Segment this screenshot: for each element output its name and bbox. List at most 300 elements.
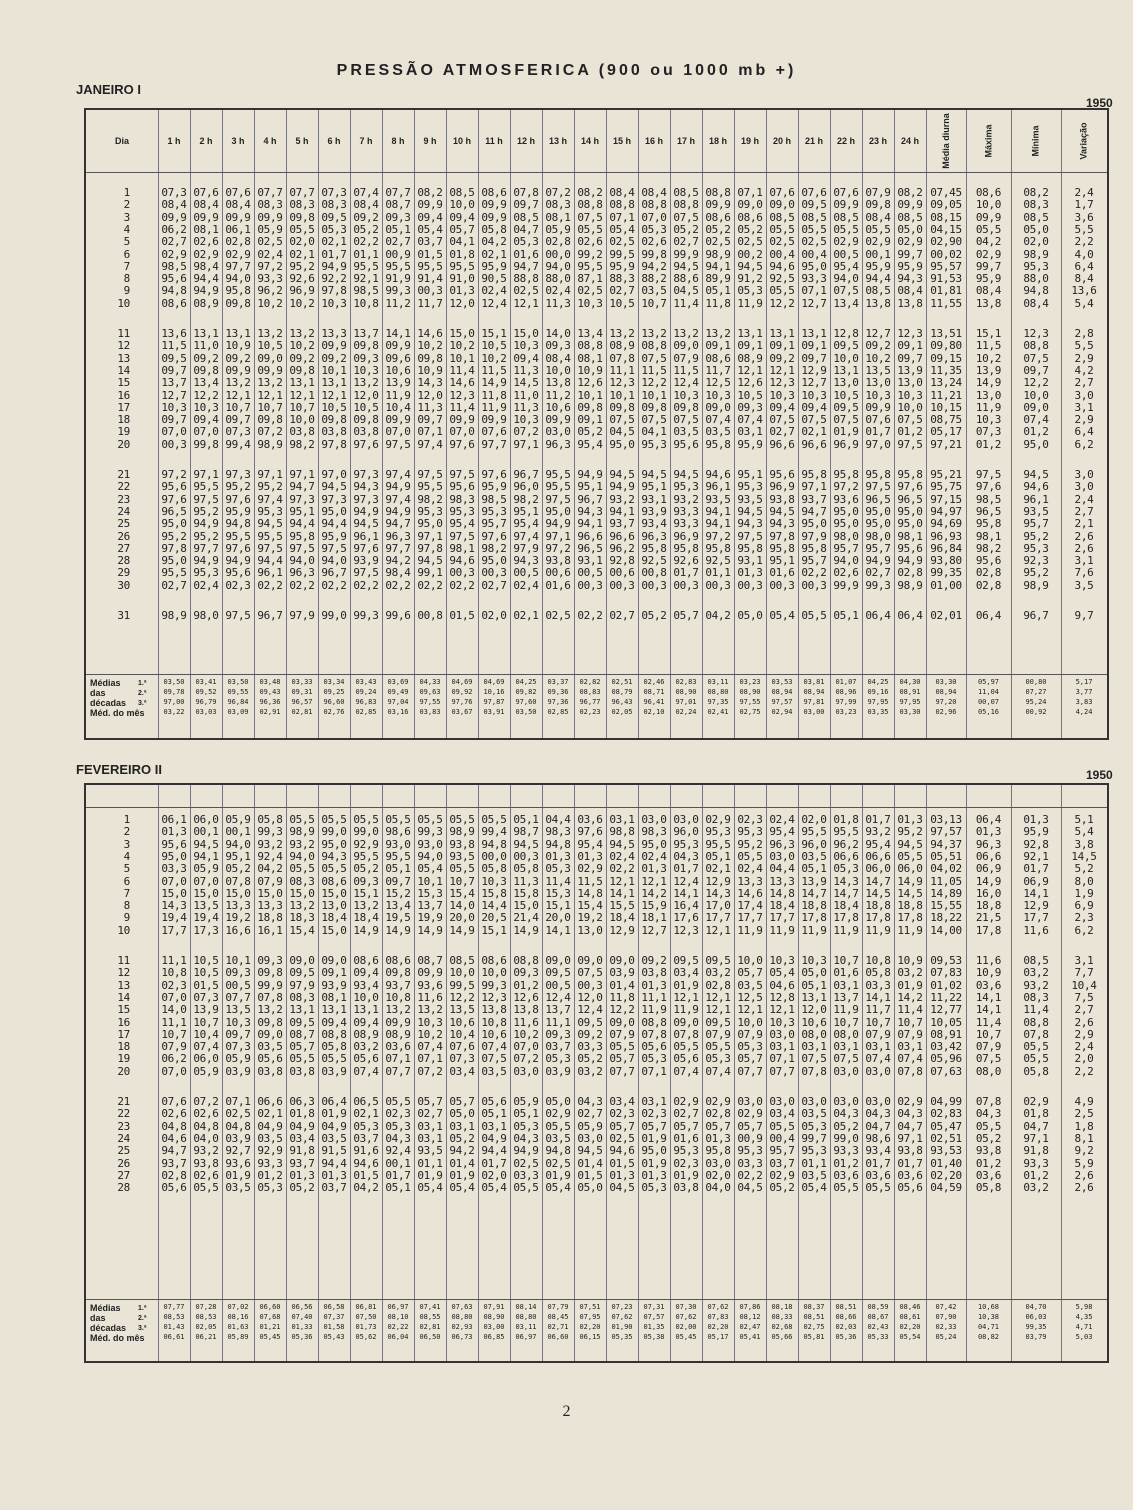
- column-header-label: 23 h: [868, 136, 887, 146]
- table-cell: 07,6: [801, 186, 827, 199]
- table-cell: 12,0: [801, 1003, 827, 1017]
- table-cell: 03,2: [705, 966, 731, 980]
- medias-cell: 02,91: [259, 708, 281, 716]
- table-cell: 06,1: [161, 813, 187, 826]
- table-cell: 11,0: [513, 388, 539, 402]
- table-cell: 95,4: [449, 517, 475, 531]
- table-cell: 97,7: [385, 541, 411, 555]
- medias-cell: 08,51: [803, 1313, 825, 1321]
- table-cell: 88,8: [513, 272, 539, 286]
- table-cell: 02,3: [737, 813, 763, 826]
- table-cell: 13,2: [289, 327, 315, 340]
- table-cell: 15,0: [225, 886, 251, 900]
- table-cell: 05,4: [609, 222, 635, 236]
- medias-cell: 97,87: [483, 698, 505, 706]
- table-cell: 94,1: [609, 504, 635, 518]
- medias-cell: 97,95: [899, 698, 921, 706]
- table-cell: 20,0: [449, 911, 475, 925]
- table-cell: 99,4: [225, 437, 251, 451]
- table-cell: 94,5: [577, 1144, 603, 1158]
- medias-cell: 08,14: [515, 1303, 537, 1311]
- table-cell: 08,5: [449, 954, 475, 967]
- table-cell: 17,8: [897, 911, 923, 925]
- table-cell: 09,8: [225, 296, 251, 310]
- table-cell: 00,0: [545, 247, 571, 261]
- table-cell: 09,5: [289, 1015, 315, 1029]
- table-cell: 13,6: [161, 327, 187, 340]
- table-cell: 08,4: [609, 186, 635, 199]
- table-cell: 10,3: [801, 388, 827, 402]
- table-cell: 96,7: [1023, 609, 1049, 622]
- medias-label: décadas: [90, 698, 127, 708]
- table-cell: 97,8: [321, 437, 347, 451]
- table-cell: 97,6: [225, 492, 251, 506]
- table-cell: 07,1: [417, 425, 443, 439]
- table-cell: 95,8: [225, 284, 251, 298]
- table-cell: 18,22: [930, 911, 962, 925]
- table-cell: 03,5: [545, 1131, 571, 1145]
- table-cell: 09,4: [769, 400, 795, 414]
- table-cell: 05,4: [769, 966, 795, 980]
- table-cell: 11,55: [930, 296, 962, 310]
- table-cell: 11,9: [641, 1003, 667, 1017]
- table-cell: 94,9: [513, 1144, 539, 1158]
- table-cell: 17,8: [833, 911, 859, 925]
- table-cell: 14,89: [930, 886, 962, 900]
- table-cell: 01,8: [1023, 1107, 1049, 1121]
- day-number: 22: [117, 480, 130, 494]
- table-cell: 93,8: [975, 1144, 1002, 1158]
- table-cell: 09,9: [257, 363, 283, 377]
- table-cell: 02,7: [673, 1107, 699, 1121]
- table-cell: 09,0: [609, 954, 635, 967]
- table-cell: 15,4: [449, 886, 475, 900]
- table-cell: 05,47: [930, 1119, 962, 1133]
- table-cell: 02,4: [257, 247, 283, 261]
- column-header-label: 14 h: [580, 136, 599, 146]
- medias-cell: 04,69: [483, 678, 505, 686]
- medias-cell: 08,82: [977, 1333, 1000, 1341]
- table-cell: 08,3: [289, 198, 315, 212]
- column-header: [254, 110, 286, 172]
- column-header-label: Máxima: [983, 124, 994, 158]
- column-header-label: 17 h: [676, 136, 695, 146]
- table-cell: 3,1: [1074, 954, 1094, 967]
- table-cell: 09,7: [417, 413, 443, 427]
- table-cell: 10,8: [161, 966, 187, 980]
- table-cell: 10,2: [417, 1027, 443, 1041]
- table-cell: 01,7: [321, 247, 347, 261]
- table-cell: 02,1: [289, 247, 315, 261]
- medias-cell: 05,43: [323, 1333, 345, 1341]
- column-header-label: Média diurna: [941, 113, 952, 169]
- table-cell: 11,7: [865, 1003, 891, 1017]
- table-cell: 13,8: [975, 296, 1002, 310]
- medias-cell: 03,69: [387, 678, 409, 686]
- table-cell: 02,8: [161, 1168, 187, 1182]
- table-cell: 94,8: [161, 284, 187, 298]
- day-number: 23: [117, 1119, 130, 1133]
- table-cell: 14,9: [513, 923, 539, 937]
- table-cell: 03,7: [353, 1131, 379, 1145]
- table-cell: 94,9: [193, 284, 219, 298]
- table-cell: 10,2: [257, 296, 283, 310]
- table-cell: 04,9: [481, 1131, 507, 1145]
- table-cell: 06,9: [1023, 874, 1049, 888]
- table-cell: 94,7: [289, 480, 315, 494]
- medias-cell: 05,62: [355, 1333, 377, 1341]
- table-cell: 98,4: [193, 259, 219, 273]
- table-cell: 01,7: [865, 425, 891, 439]
- table-cell: 01,3: [641, 1168, 667, 1182]
- table-cell: 10,3: [769, 1015, 795, 1029]
- table-cell: 01,2: [897, 425, 923, 439]
- table-cell: 09,9: [385, 339, 411, 353]
- table-cell: 04,8: [193, 1119, 219, 1133]
- table-cell: 04,15: [930, 222, 962, 236]
- table-cell: 92,5: [641, 554, 667, 568]
- medias-cell: 02,75: [803, 1323, 825, 1331]
- table-cell: 07,4: [897, 1052, 923, 1066]
- day-number: 18: [117, 1040, 130, 1054]
- table-cell: 98,2: [481, 541, 507, 555]
- table-cell: 08,0: [975, 1064, 1002, 1078]
- table-cell: 00,5: [225, 978, 251, 992]
- table-cell: 08,3: [289, 990, 315, 1004]
- table-cell: 01,9: [417, 1168, 443, 1182]
- table-cell: 09,9: [225, 363, 251, 377]
- table-cell: 94,5: [737, 504, 763, 518]
- table-cell: 93,2: [673, 492, 699, 506]
- medias-cell: 97,60: [515, 698, 537, 706]
- table-cell: 07,0: [161, 990, 187, 1004]
- medias-cell: 03,23: [835, 708, 857, 716]
- table-cell: 92,2: [321, 272, 347, 286]
- table-cell: 10,1: [641, 388, 667, 402]
- table-cell: 3,6: [1074, 210, 1094, 224]
- table-cell: 05,2: [641, 609, 667, 622]
- table-cell: 00,1: [385, 1156, 411, 1170]
- table-cell: 08,91: [930, 1027, 962, 1041]
- table-cell: 15,1: [975, 327, 1002, 340]
- table-cell: 14,1: [865, 990, 891, 1004]
- table-cell: 91,8: [1023, 1144, 1049, 1158]
- table-cell: 08,8: [705, 186, 731, 199]
- table-cell: 00,3: [481, 566, 507, 580]
- table-cell: 14,9: [897, 874, 923, 888]
- table-cell: 94,8: [545, 1144, 571, 1158]
- table-cell: 00,1: [865, 247, 891, 261]
- column-header: [1011, 110, 1061, 172]
- table-cell: 17,7: [737, 911, 763, 925]
- table-cell: 09,8: [321, 413, 347, 427]
- table-cell: 10,5: [481, 339, 507, 353]
- table-cell: 14,4: [481, 899, 507, 913]
- table-cell: 01,9: [321, 1107, 347, 1121]
- table-cell: 13,7: [353, 327, 379, 340]
- table-cell: 09,5: [321, 210, 347, 224]
- table-cell: 95,4: [769, 825, 795, 839]
- table-cell: 95,3: [193, 566, 219, 580]
- table-cell: 10,15: [930, 400, 962, 414]
- table-cell: 01,5: [417, 247, 443, 261]
- table-cell: 94,5: [673, 259, 699, 273]
- day-number: 22: [117, 1107, 130, 1121]
- table-cell: 92,1: [1023, 849, 1049, 863]
- table-cell: 05,5: [801, 222, 827, 236]
- medias-cell: 97,57: [771, 698, 793, 706]
- table-cell: 21,5: [975, 911, 1002, 925]
- table-cell: 08,7: [417, 954, 443, 967]
- table-cell: 03,6: [577, 813, 603, 826]
- table-cell: 01,9: [225, 1168, 251, 1182]
- table-cell: 10,3: [975, 413, 1002, 427]
- table-cell: 05,5: [833, 222, 859, 236]
- table-cell: 93,7: [161, 1156, 187, 1170]
- table-cell: 94,0: [225, 837, 251, 851]
- table-cell: 99,9: [257, 978, 283, 992]
- table-cell: 13,2: [641, 327, 667, 340]
- table-cell: 95,6: [449, 480, 475, 494]
- medias-cell: 07,31: [643, 1303, 665, 1311]
- table-cell: 95,8: [705, 437, 731, 451]
- table-cell: 01,4: [449, 1156, 475, 1170]
- table-cell: 00,3: [449, 566, 475, 580]
- table-cell: 99,0: [833, 1131, 859, 1145]
- table-cell: 09,3: [385, 210, 411, 224]
- table-cell: 10,5: [353, 400, 379, 414]
- table-cell: 11,6: [975, 954, 1002, 967]
- day-number: 25: [117, 517, 130, 531]
- table-cell: 15,3: [545, 886, 571, 900]
- table-cell: 01,2: [257, 1168, 283, 1182]
- decade-mark: 2.ª: [138, 690, 147, 697]
- medias-cell: 08,94: [803, 688, 825, 696]
- medias-cell: 05,17: [707, 1333, 729, 1341]
- table-cell: 02,1: [705, 862, 731, 876]
- table-cell: 01,9: [545, 1168, 571, 1182]
- table-cell: 12,4: [577, 1003, 603, 1017]
- table-cell: 92,7: [225, 1144, 251, 1158]
- table-cell: 10,8: [385, 990, 411, 1004]
- table-cell: 11,1: [161, 1015, 187, 1029]
- table-cell: 10,3: [193, 400, 219, 414]
- table-cell: 05,7: [449, 1095, 475, 1108]
- table-cell: 98,9: [1023, 578, 1049, 592]
- medias-cell: 02,47: [739, 1323, 761, 1331]
- table-cell: 14,8: [577, 886, 603, 900]
- table-cell: 02,51: [930, 1131, 962, 1145]
- table-cell: 95,0: [1023, 437, 1049, 451]
- table-cell: 10,2: [865, 351, 891, 365]
- table-cell: 97,0: [865, 437, 891, 451]
- table-cell: 01,7: [897, 1156, 923, 1170]
- table-cell: 08,8: [321, 1027, 347, 1041]
- table-cell: 12,1: [705, 990, 731, 1004]
- table-cell: 14,7: [801, 886, 827, 900]
- medias-label: Méd. do mês: [90, 1333, 145, 1343]
- table-cell: 95,7: [1023, 517, 1049, 531]
- table-cell: 04,2: [705, 609, 731, 622]
- table-cell: 07,0: [513, 1040, 539, 1054]
- table-cell: 91,5: [321, 1144, 347, 1158]
- table-cell: 05,4: [481, 1181, 507, 1195]
- table-cell: 18,4: [321, 911, 347, 925]
- table-cell: 04,3: [385, 1131, 411, 1145]
- table-cell: 03,7: [545, 1040, 571, 1054]
- table-cell: 20,5: [481, 911, 507, 925]
- table-cell: 05,2: [705, 222, 731, 236]
- table-cell: 9,2: [1074, 1144, 1094, 1158]
- table-cell: 99,8: [641, 247, 667, 261]
- table-cell: 94,97: [930, 504, 962, 518]
- column-header: [222, 110, 254, 172]
- table-cell: 09,0: [577, 954, 603, 967]
- table-cell: 15,55: [930, 899, 962, 913]
- table-cell: 15,0: [449, 327, 475, 340]
- table-cell: 95,6: [673, 437, 699, 451]
- table-cell: 13,5: [865, 363, 891, 377]
- table-cell: 07,4: [353, 1064, 379, 1078]
- table-cell: 94,69: [930, 517, 962, 531]
- table-cell: 93,3: [801, 272, 827, 286]
- table-cell: 10,7: [641, 296, 667, 310]
- table-cell: 95,2: [161, 529, 187, 543]
- table-cell: 10,3: [225, 1015, 251, 1029]
- table-cell: 94,8: [225, 517, 251, 531]
- table-cell: 08,6: [737, 210, 763, 224]
- table-cell: 07,6: [865, 413, 891, 427]
- medias-cell: 96,79: [195, 698, 217, 706]
- table-cell: 15,5: [609, 899, 635, 913]
- table-cell: 08,7: [289, 1027, 315, 1041]
- table-cell: 13,2: [417, 1003, 443, 1017]
- table-cell: 08,3: [545, 198, 571, 212]
- medias-cell: 02,05: [195, 1323, 217, 1331]
- table-cell: 10,2: [449, 339, 475, 353]
- table-cell: 09,4: [353, 1015, 379, 1029]
- decade-mark: 2.ª: [138, 1315, 147, 1322]
- table-cell: 08,8: [641, 339, 667, 353]
- table-cell: 18,8: [975, 899, 1002, 913]
- day-number: 16: [117, 388, 130, 402]
- table-cell: 00,02: [930, 247, 962, 261]
- table-cell: 91,8: [289, 1144, 315, 1158]
- day-number: 5: [123, 862, 130, 876]
- table-cell: 97,4: [417, 437, 443, 451]
- medias-label: décadas: [90, 1323, 127, 1333]
- table-cell: 02,5: [737, 235, 763, 249]
- table-cell: 94,9: [193, 554, 219, 568]
- table-cell: 03,2: [1023, 966, 1049, 980]
- table-cell: 92,1: [353, 272, 379, 286]
- table-cell: 13,4: [385, 899, 411, 913]
- table-cell: 03,8: [321, 425, 347, 439]
- table-cell: 2,4: [1074, 1040, 1094, 1054]
- day-number: 1: [123, 813, 130, 826]
- table-cell: 95,7: [769, 1144, 795, 1158]
- table-cell: 89,9: [705, 272, 731, 286]
- table-cell: 95,4: [833, 259, 859, 273]
- table-cell: 99,5: [609, 247, 635, 261]
- table-cell: 95,3: [481, 504, 507, 518]
- table-cell: 12,1: [673, 990, 699, 1004]
- table-cell: 02,9: [737, 1107, 763, 1121]
- medias-cell: 05,54: [899, 1333, 921, 1341]
- table-cell: 10,4: [193, 1027, 219, 1041]
- table-cell: 13,2: [353, 899, 379, 913]
- table-cell: 10,3: [865, 388, 891, 402]
- table-cell: 00,3: [769, 578, 795, 592]
- table-cell: 94,9: [385, 480, 411, 494]
- column-header-label: 1 h: [167, 136, 181, 146]
- medias-cell: 03,30: [935, 678, 957, 686]
- table-cell: 01,40: [930, 1156, 962, 1170]
- table-cell: 01,7: [865, 1156, 891, 1170]
- decade-mark: 3.ª: [138, 1325, 147, 1332]
- table-cell: 93,7: [385, 978, 411, 992]
- table-cell: 13,3: [257, 899, 283, 913]
- table-cell: 02,5: [705, 235, 731, 249]
- table-cell: 10,6: [801, 1015, 827, 1029]
- table-cell: 08,6: [385, 954, 411, 967]
- table-cell: 95,21: [930, 468, 962, 481]
- table-cell: 05,7: [417, 1095, 443, 1108]
- table-cell: 95,8: [705, 541, 731, 555]
- table-cell: 01,9: [673, 1168, 699, 1182]
- table-cell: 96,0: [801, 837, 827, 851]
- medias-cell: 03,81: [803, 678, 825, 686]
- day-number: 31: [117, 609, 130, 622]
- table-cell: 07,2: [193, 1095, 219, 1108]
- table-cell: 05,1: [833, 609, 859, 622]
- table-cell: 98,5: [975, 492, 1002, 506]
- table-cell: 2,6: [1074, 1015, 1094, 1029]
- table-cell: 12,1: [321, 388, 347, 402]
- table-cell: 09,8: [577, 400, 603, 414]
- table-cell: 97,5: [193, 492, 219, 506]
- table-cell: 07,6: [449, 1040, 475, 1054]
- medias-cell: 08,46: [899, 1303, 921, 1311]
- table-cell: 2,7: [1074, 504, 1094, 518]
- table-cell: 03,1: [481, 1119, 507, 1133]
- table-cell: 04,7: [897, 1119, 923, 1133]
- table-cell: 98,9: [257, 437, 283, 451]
- table-cell: 07,0: [641, 210, 667, 224]
- table-cell: 09,0: [257, 1027, 283, 1041]
- day-number: 14: [117, 363, 130, 377]
- table-cell: 09,2: [225, 351, 251, 365]
- table-cell: 11,9: [833, 923, 859, 937]
- table-cell: 09,2: [641, 954, 667, 967]
- table-cell: 97,6: [975, 480, 1002, 494]
- table-cell: 03,6: [385, 1040, 411, 1054]
- table-cell: 05,5: [289, 222, 315, 236]
- column-header: [1061, 110, 1107, 172]
- table-cell: 10,3: [417, 1015, 443, 1029]
- table-cell: 02,2: [385, 578, 411, 592]
- table-cell: 09,3: [545, 339, 571, 353]
- table-cell: 09,9: [481, 210, 507, 224]
- table-cell: 07,3: [161, 186, 187, 199]
- column-header-label: 19 h: [740, 136, 759, 146]
- table-cell: 92,9: [353, 837, 379, 851]
- table-cell: 95,5: [705, 837, 731, 851]
- table-cell: 95,6: [975, 554, 1002, 568]
- table-cell: 09,8: [609, 400, 635, 414]
- table-cell: 05,3: [353, 1119, 379, 1133]
- page-title: PRESSÃO ATMOSFERICA (900 ou 1000 mb +): [336, 62, 797, 79]
